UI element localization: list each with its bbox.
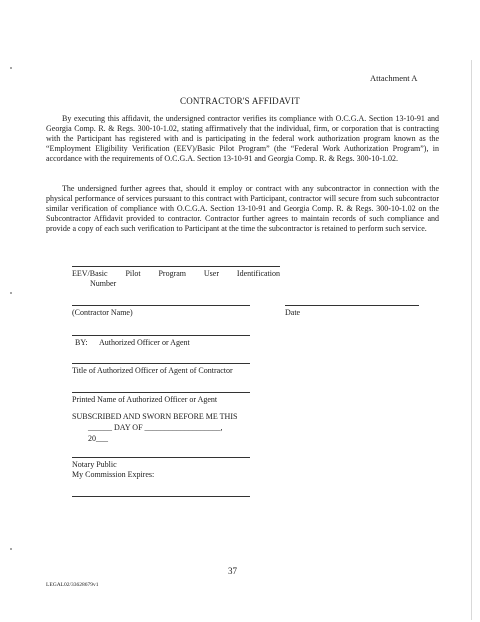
- day-of-line: ______ DAY OF ___________________,: [88, 423, 223, 432]
- date-line: [285, 305, 419, 306]
- contractor-name-label: (Contractor Name): [72, 308, 133, 317]
- title-line: [72, 363, 250, 364]
- paragraph-subcontractor: [46, 184, 439, 234]
- paragraph-verification-text: By executing this affidavit, the undersigned contractor verifies its compliance with O.C.G.A. Section 13-10-91 and Georgia Comp. R. & Regs. 300-10-1.02, stating affirmatively that the individual, firm, or corporation that is contracting with the Participant has registered with and is participating in the federal work authorization program known as the “Employment Eligibility Verification (EEV)/Basic Pilot Program” (the “Federal Work Authorization Program”), in accordance with the requirements of O.C.G.A. Section 13-10-91 and Georgia Comp. R. & Regs. 300-10-1.02.: [46, 114, 439, 163]
- year-line: 20___: [88, 434, 108, 443]
- printed-name-label: Printed Name of Authorized Officer or Agent: [72, 395, 218, 404]
- title-of-officer-label: Title of Authorized Officer of Agent of Contractor: [72, 366, 233, 375]
- document-id: LEGAL02/33628679v1: [46, 582, 99, 588]
- scan-speck: [10, 67, 12, 69]
- paragraph-verification: [46, 114, 439, 164]
- scan-speck: [10, 548, 12, 550]
- eev-number-signature-line: [72, 266, 280, 267]
- contractor-name-line: [72, 305, 250, 306]
- printed-name-line: [72, 392, 250, 393]
- scan-speck: [10, 292, 12, 294]
- paragraph-subcontractor-text: The undersigned further agrees that, should it employ or contract with any subcontractor in connection with the physical performance of services pursuant to this contract with Participant, contractor will secure from such subcontractor similar verification of compliance with O.C.G.A. Section 13-10-91 and Georgia Comp. R. & Regs. 300-10-1.02 on the Subcontractor Affidavit provided to contractor. Contractor further agrees to maintain records of such compliance and provide a copy of each such verification to Participant at the time the subcontractor is retained to perform such service.: [46, 184, 439, 233]
- date-label: Date: [285, 308, 301, 317]
- eev-id-label: EEV/Basic Pilot Program User Identification: [72, 269, 280, 278]
- eev-id-label-number: Number: [90, 279, 117, 288]
- notary-signature-line: [72, 457, 250, 458]
- subscribed-sworn-text: SUBSCRIBED AND SWORN BEFORE ME THIS: [72, 412, 238, 421]
- page-title: CONTRACTOR'S AFFIDAVIT: [180, 96, 300, 106]
- commission-expires-line: [72, 496, 250, 497]
- notary-public-label: Notary Public: [72, 460, 117, 469]
- scan-edge-line: [471, 60, 472, 620]
- attachment-label: Attachment A: [370, 73, 418, 83]
- by-prefix: BY:: [75, 338, 88, 347]
- authorized-officer-label: Authorized Officer or Agent: [99, 338, 190, 347]
- commission-expires-label: My Commission Expires:: [72, 470, 155, 479]
- page-number: 37: [228, 566, 237, 576]
- authorized-officer-line: [72, 335, 250, 336]
